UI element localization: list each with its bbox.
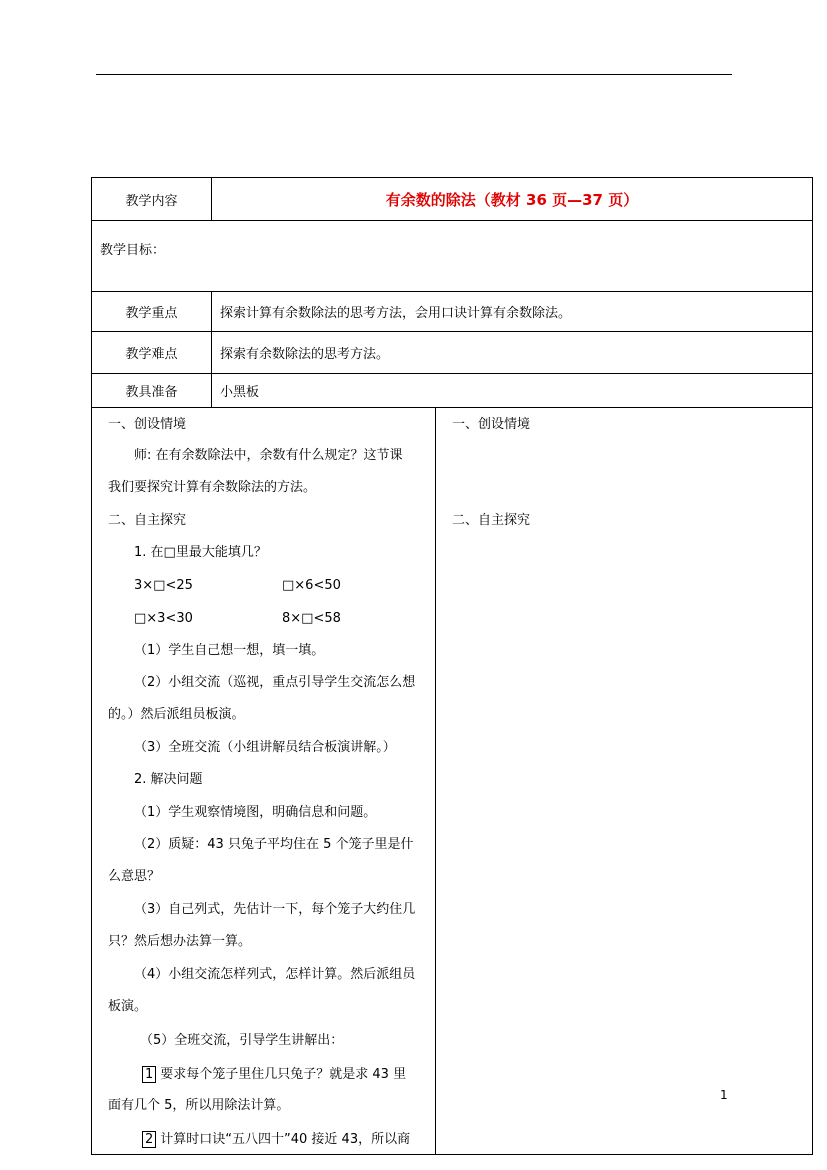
- step-a2-line2: 的。）然后派组员板演。: [108, 707, 245, 722]
- teaching-process-cell: [92, 408, 436, 1155]
- key-points-value: 探索计算有余数除法的思考方法，会用口诀计算有余数除法。: [212, 292, 813, 332]
- key-points-label: 教学重点: [92, 292, 212, 332]
- step-a2-line1: （2）小组交流（巡视，重点引导学生交流怎么想: [134, 675, 416, 690]
- expression4: 8×□<58: [282, 611, 341, 626]
- revision-notes-cell: [436, 408, 813, 1155]
- step-b1: （1）学生观察情境图，明确信息和问题。: [134, 805, 377, 820]
- lesson-plan-table: [91, 177, 813, 1155]
- step-b3-line1: （3）自己列式，先估计一下，每个笼子大约住几: [134, 902, 416, 917]
- materials-row: [92, 374, 813, 408]
- materials-value: 小黑板: [212, 374, 813, 408]
- right-section2-title: 二、自主探究: [452, 513, 531, 528]
- step-b4-line1: （4）小组交流怎样列式，怎样计算。然后派组员: [134, 967, 416, 982]
- section1-para-line1: 师: 在有余数除法中，余数有什么规定？这节课: [134, 448, 403, 463]
- goal-row: [92, 221, 813, 292]
- section2-title: 二、自主探究: [108, 513, 187, 528]
- point1-line2: 面有几个 5，所以用除法计算。: [108, 1098, 290, 1113]
- section1-para-line2: 我们要探究计算有余数除法的方法。: [108, 480, 317, 495]
- lesson-title: 有余数的除法（教材 36 页—37 页）: [212, 178, 813, 221]
- step-b4-line2: 板演。: [108, 999, 148, 1014]
- difficulty-value: 探索有余数除法的思考方法。: [212, 332, 813, 374]
- process-row: [92, 408, 813, 1155]
- step-a3: （3）全班交流（小组讲解员结合板演讲解。）: [134, 740, 396, 755]
- step-b2-line1: （2）质疑：43 只兔子平均住在 5 个笼子里是什: [134, 837, 414, 852]
- point2-line1: [142, 1131, 410, 1148]
- point2-number: 2: [142, 1131, 156, 1148]
- question1: 1. 在□里最大能填几？: [134, 545, 267, 560]
- point2-text: 计算时口诀“五八四十”40 接近 43，所以商: [160, 1132, 411, 1147]
- difficulty-row: [92, 332, 813, 374]
- question2: 2. 解决问题: [134, 772, 203, 787]
- right-section1-title: 一、创设情境: [452, 417, 531, 432]
- expression2: □×6<50: [282, 578, 341, 593]
- step-b3-line2: 只？然后想办法算一算。: [108, 934, 252, 949]
- difficulty-label: 教学难点: [92, 332, 212, 374]
- title-row: [92, 178, 813, 221]
- step-b2-line2: 么意思？: [108, 869, 161, 884]
- point1-line1: [142, 1066, 406, 1083]
- expression3: □×3<30: [134, 611, 193, 626]
- page-number: 1: [720, 1088, 728, 1102]
- goal-label: 教学目标：: [92, 221, 813, 292]
- step-b5: （5）全班交流，引导学生讲解出：: [140, 1033, 344, 1048]
- point1-number: 1: [142, 1066, 156, 1083]
- key-points-row: [92, 292, 813, 332]
- expression1: 3×□<25: [134, 578, 193, 593]
- point1-text: 要求每个笼子里住几只兔子？就是求 43 里: [160, 1067, 407, 1082]
- materials-label: 教具准备: [92, 374, 212, 408]
- section1-title: 一、创设情境: [108, 417, 187, 432]
- step-a1: （1）学生自己想一想，填一填。: [134, 643, 325, 658]
- subject-label: 教学内容: [92, 178, 212, 221]
- header-rule: [96, 74, 732, 75]
